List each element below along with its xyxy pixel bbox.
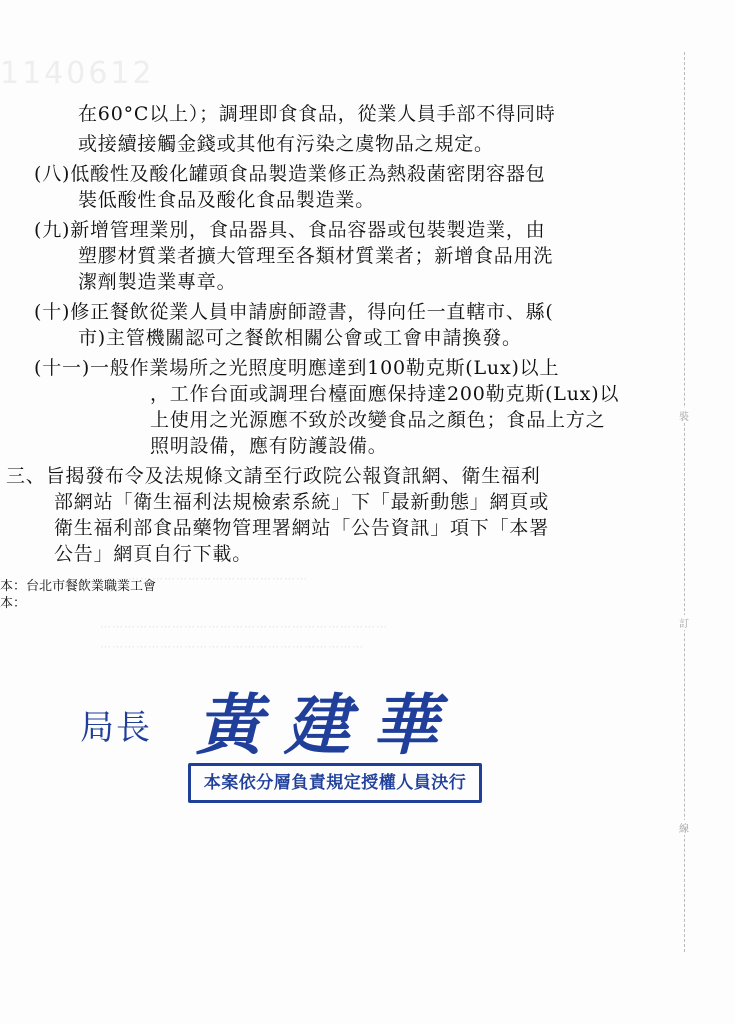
stamp-title: 局長 — [80, 708, 152, 748]
item-11-line: 照明設備，應有防護設備。 — [150, 435, 388, 457]
cc-recipient-line: 本：台北市餐飲業職業工會 — [0, 579, 157, 594]
binding-mark-xian: 線 — [677, 820, 691, 835]
item-8-line: 裝低酸性食品及酸化食品製造業。 — [78, 189, 376, 211]
cc-recipient-line: 本： — [0, 596, 27, 611]
item-11-line: ，工作台面或調理台檯面應保持達200勒克斯(Lux)以 — [150, 383, 620, 405]
item-10-line: 市)主管機關認可之餐飲相關公會或工會申請換發。 — [78, 327, 522, 349]
binding-mark-zhuang: 裝 — [677, 408, 691, 423]
show-through-text: ⋯⋯⋯⋯⋯⋯⋯⋯⋯⋯⋯⋯⋯⋯⋯⋯⋯⋯⋯⋯⋯⋯⋯⋯ — [100, 620, 388, 633]
show-through-text: ⋯⋯⋯⋯⋯⋯⋯⋯⋯⋯⋯⋯⋯⋯⋯⋯⋯⋯⋯ — [80, 572, 308, 585]
show-through-text: ⋯⋯⋯⋯⋯⋯⋯⋯⋯⋯⋯⋯⋯⋯⋯⋯⋯⋯⋯⋯⋯⋯ — [100, 640, 364, 653]
item-11-line: 上使用之光源應不致於改變食品之顏色；食品上方之 — [150, 409, 606, 431]
item-9-line: 潔劑製造業專章。 — [78, 271, 237, 293]
body-line: 在60°C以上）；調理即食食品，從業人員手部不得同時 — [78, 103, 556, 125]
section-3-line: 部網站「衛生福利法規檢索系統」下「最新動態」網頁或 — [54, 491, 550, 513]
item-10-line: (十)修正餐飲從業人員申請廚師證書，得向任一直轄市、縣( — [34, 301, 554, 323]
item-8-line: (八)低酸性及酸化罐頭食品製造業修正為熱殺菌密閉容器包 — [34, 163, 546, 185]
doc-number-fragment: 1140612 — [0, 56, 155, 91]
body-line: 或接續接觸金錢或其他有污染之虞物品之規定。 — [78, 133, 494, 155]
section-3-line: 三、旨揭發布令及法規條文請至行政院公報資訊網、衛生福利 — [6, 465, 541, 487]
item-11-line: (十一)一般作業場所之光照度明應達到100勒克斯(Lux)以上 — [34, 357, 560, 379]
section-3-line: 公告」網頁自行下載。 — [54, 543, 253, 565]
signature-stamp-name: 黃建華 — [196, 686, 460, 764]
item-9-line: 塑膠材質業者擴大管理至各類材質業者；新增食品用洗 — [78, 245, 554, 267]
item-9-line: (九)新增管理業別，食品器具、食品容器或包裝製造業，由 — [34, 219, 546, 241]
binding-line — [684, 52, 685, 952]
binding-mark-ding: 訂 — [677, 615, 691, 630]
section-3-line: 衛生福利部食品藥物管理署網站「公告資訊」項下「本署 — [54, 517, 550, 539]
authorization-stamp: 本案依分層負責規定授權人員決行 — [188, 763, 482, 803]
